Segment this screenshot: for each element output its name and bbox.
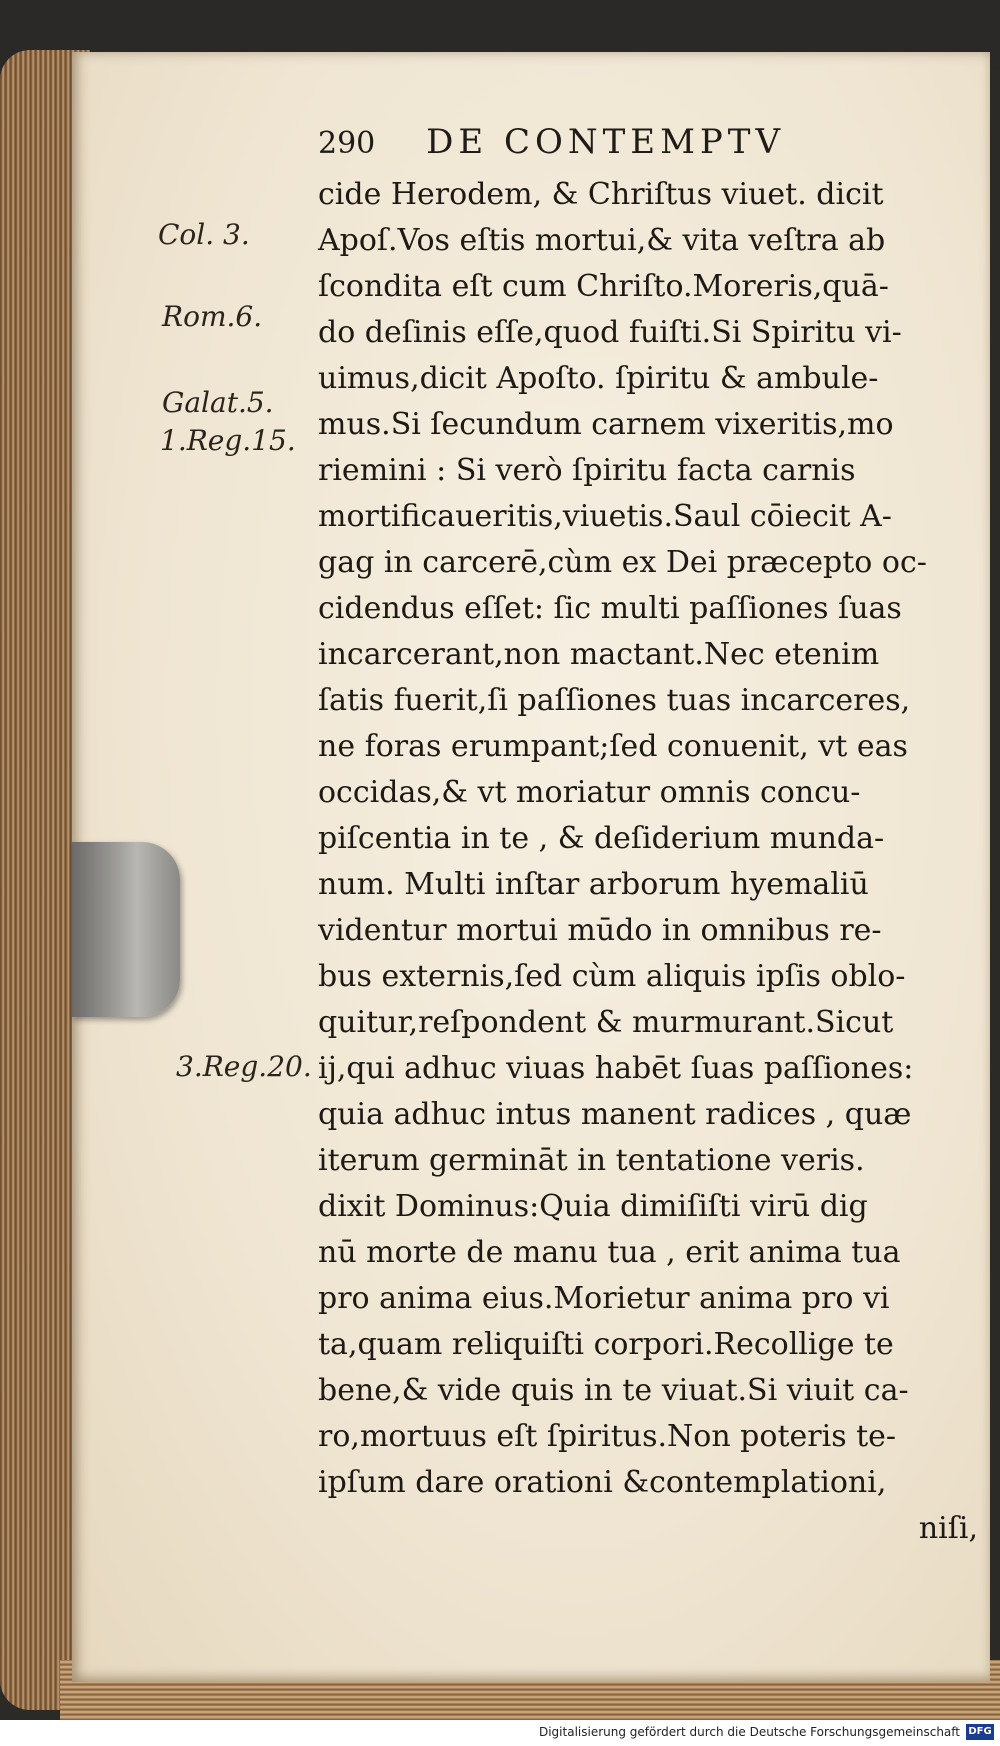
- text-line: Apoſ.Vos eſtis mortui,& vita veſtra ab: [318, 223, 886, 258]
- text-line: quitur,reſpondent & murmurant.Sicut: [318, 1005, 894, 1040]
- text-line: ij,qui adhuc viuas habēt ſuas paſſiones:: [318, 1051, 914, 1086]
- margin-note-col: Col. 3.: [158, 218, 250, 251]
- text-line: videntur mortui mūdo in omnibus re-: [318, 913, 882, 948]
- text-line: cide Herodem, & Chriſtus viuet. dicit: [318, 177, 884, 212]
- margin-note-3reg: 3.Reg.20.: [176, 1050, 312, 1083]
- text-line: incarcerant,non mactant.Nec etenim: [318, 637, 880, 672]
- page-clip: [72, 842, 180, 1017]
- body-text: [318, 172, 978, 1552]
- digitization-credit: Digitalisierung gefördert durch die Deutsche Forschungsgemeinschaft: [538, 1725, 960, 1739]
- text-line: do deſinis eſſe,quod fuiſti.Si Spiritu vi-: [318, 315, 902, 350]
- text-line: num. Multi inſtar arborum hyemaliū: [318, 867, 869, 902]
- page-number: 290: [318, 126, 376, 161]
- text-line: nū morte de manu tua , erit anima tua: [318, 1235, 901, 1270]
- text-line: mortificaueritis,viuetis.Saul cōiecit A-: [318, 499, 892, 534]
- text-line: ne foras erumpant;ſed conuenit, vt eas: [318, 729, 908, 764]
- text-line: bene,& vide quis in te viuat.Si viuit ca-: [318, 1373, 909, 1408]
- margin-note-rom: Rom.6.: [162, 300, 263, 333]
- margin-note-1reg: 1.Reg.15.: [160, 424, 296, 457]
- page-header: [318, 122, 785, 172]
- text-line: ſcondita eſt cum Chriſto.Moreris,quā-: [318, 269, 889, 304]
- text-line: pro anima eius.Morietur anima pro vi: [318, 1281, 890, 1316]
- margin-note-galat: Galat.5.: [162, 386, 274, 419]
- text-line: ipſum dare orationi &contemplationi,: [318, 1465, 887, 1500]
- text-line: dixit Dominus:Quia dimiſiſti virū dig: [318, 1189, 868, 1224]
- text-line: ſatis fuerit,ſi paſſiones tuas incarceres,: [318, 683, 911, 718]
- text-line: ta,quam reliquiſti corpori.Recollige te: [318, 1327, 894, 1362]
- text-line: mus.Si ſecundum carnem vixeritis,mo: [318, 407, 894, 442]
- text-line: gag in carcerē,cùm ex Dei præcepto oc-: [318, 545, 927, 580]
- catchword: niſi,: [918, 1511, 978, 1546]
- text-line: occidas,& vt moriatur omnis concu-: [318, 775, 861, 810]
- text-line: riemini : Si verò ſpiritu facta carnis: [318, 453, 856, 488]
- text-line: piſcentia in te , & deſiderium munda-: [318, 821, 885, 856]
- running-head: DE CONTEMPTV: [426, 122, 786, 162]
- text-line: ro,mortuus eſt ſpiritus.Non poteris te-: [318, 1419, 897, 1454]
- text-line: cidendus eſſet: ſic multi paſſiones ſuas: [318, 591, 902, 626]
- text-line: quia adhuc intus manent radices , quæ: [318, 1097, 912, 1132]
- text-line: bus externis,ſed cùm aliquis ipſis oblo-: [318, 959, 906, 994]
- text-line: uimus,dicit Apoſto. ſpiritu & ambule-: [318, 361, 879, 396]
- dfg-logo: DFG: [966, 1724, 994, 1740]
- text-line: iterum germināt in tentatione veris.: [318, 1143, 865, 1178]
